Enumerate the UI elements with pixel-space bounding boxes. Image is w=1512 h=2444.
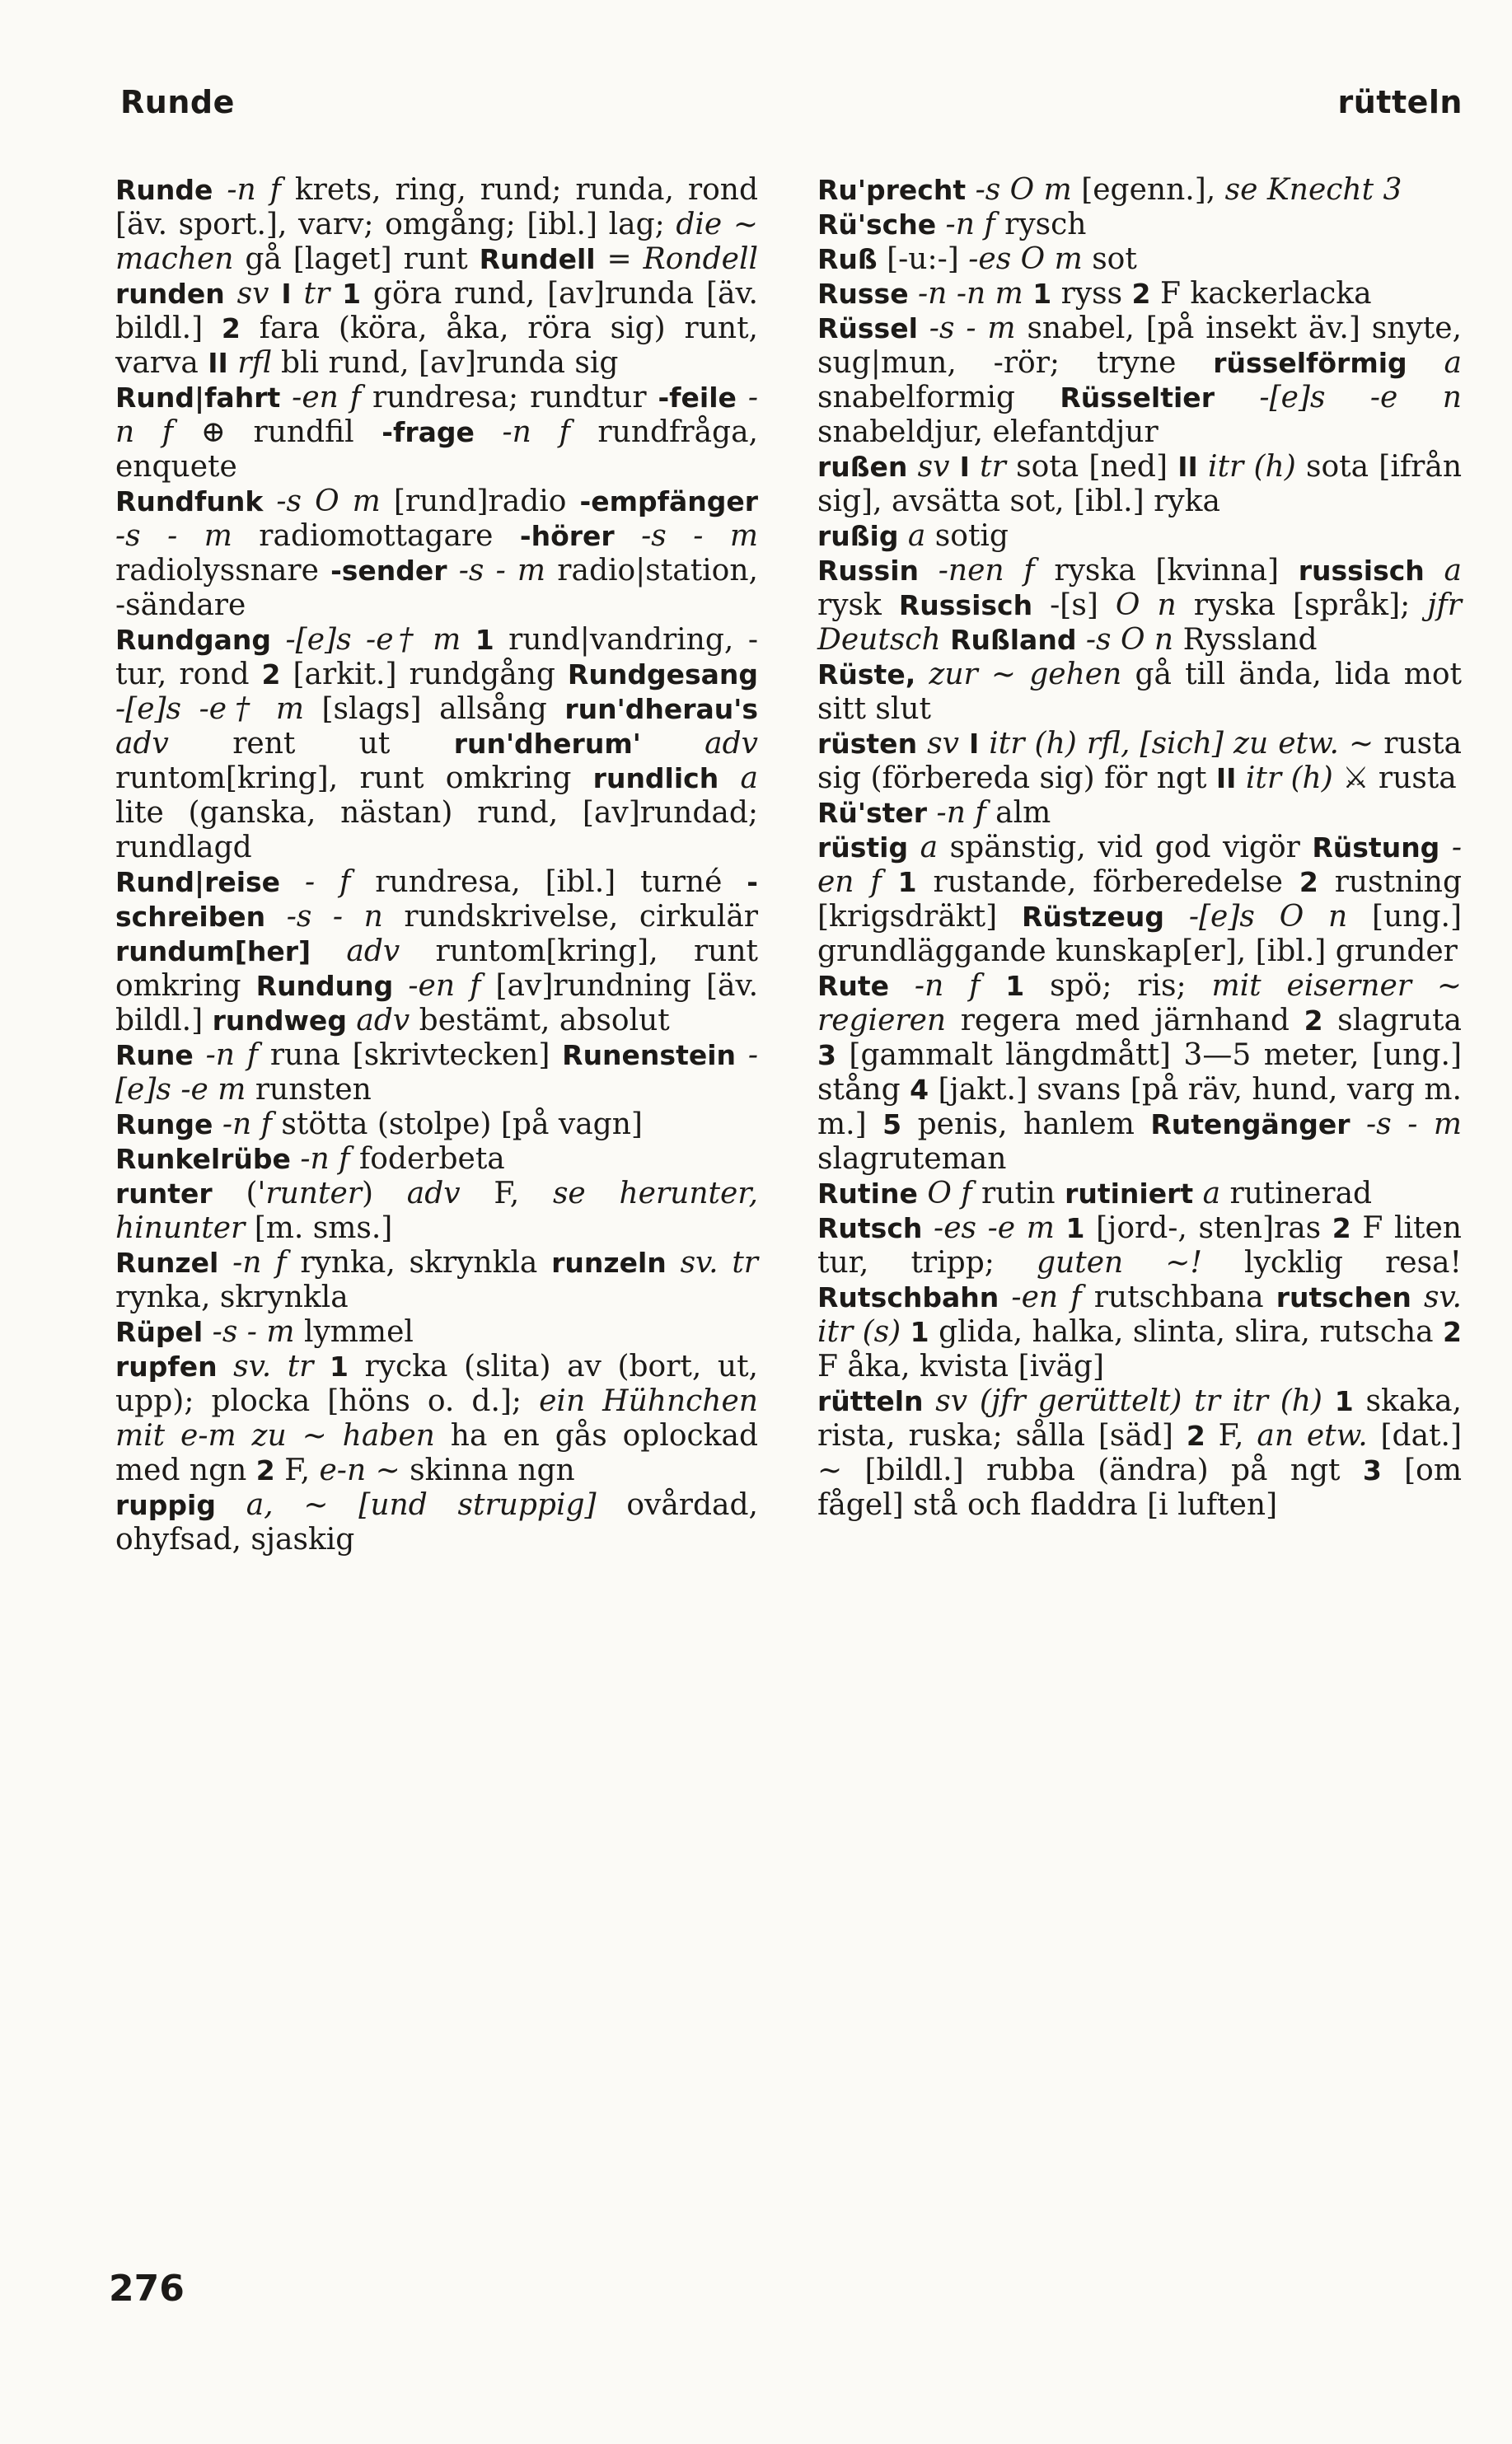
grammar-note: -s - m: [447, 554, 558, 588]
headword: Rund|fahrt: [115, 382, 281, 414]
dictionary-entry: [817, 311, 1462, 450]
grammar-note: a: [898, 519, 935, 553]
headword: -frage: [382, 416, 475, 448]
translation-text: [jord-, sten]ras: [1084, 1211, 1332, 1245]
translation-text: ryska [språk];: [1193, 588, 1428, 622]
headword: runden: [115, 278, 225, 310]
translation-text: runsten: [255, 1073, 372, 1107]
dictionary-entry: [817, 831, 1462, 969]
grammar-note: a: [1424, 554, 1462, 588]
headword: ruppig: [115, 1489, 216, 1521]
grammar-note: -s - n: [265, 900, 405, 934]
translation-text: rundresa, [ibl.] turné: [375, 865, 747, 899]
headword: Ru'precht: [817, 174, 967, 206]
translation-text: radio|station, -sändare: [115, 554, 758, 622]
grammar-note: sv. tr: [217, 1350, 330, 1384]
headword: 2: [1332, 1212, 1351, 1244]
headword: Rundell: [479, 243, 596, 275]
grammar-note: itr (h) rfl, [sich] zu etw. ~: [979, 727, 1374, 761]
dictionary-entry: [817, 796, 1462, 831]
translation-text: rusta sig (förbereda sig) för ngt: [817, 727, 1463, 795]
headword: II: [208, 347, 228, 379]
translation-text: slagruteman: [817, 1142, 1007, 1176]
headword: 1: [897, 866, 917, 898]
grammar-note: sv: [907, 450, 960, 484]
dictionary-entry: [115, 1315, 758, 1350]
headword: 2: [261, 658, 281, 691]
page-header: [120, 84, 1463, 125]
translation-text: spö; ris;: [1024, 969, 1212, 1003]
grammar-note: mit eiserner ~ regieren: [817, 969, 1462, 1037]
grammar-note: sv. tr: [666, 1246, 759, 1280]
grammar-note: -n -n m: [908, 277, 1033, 311]
translation-text: regera med järnhand: [946, 1004, 1304, 1037]
translation-text: F åka, kvista [iväg]: [817, 1350, 1105, 1384]
translation-text: rustande, förberedelse: [916, 865, 1299, 899]
grammar-note: se herunter, hinunter: [115, 1177, 758, 1245]
dictionary-entry: [817, 519, 1462, 554]
translation-text: [slags] allsång: [321, 692, 565, 726]
translation-text: F,: [274, 1454, 320, 1487]
grammar-note: -nen f: [919, 554, 1055, 588]
dictionary-entry: [817, 208, 1462, 242]
dictionary-entry: [115, 1488, 758, 1557]
right-column: [817, 173, 1462, 1523]
translation-text: runtom[kring], runt omkring: [115, 934, 758, 1003]
headword: Runzel: [115, 1247, 219, 1279]
translation-text: skinna ngn: [400, 1454, 575, 1487]
translation-text: rysch: [1004, 208, 1087, 241]
translation-text: ryss: [1051, 277, 1132, 311]
headword: Rutsch: [817, 1212, 923, 1244]
headword: Ruß: [817, 243, 878, 275]
translation-text: lite (ganska, nästan) rund, [av]rundad; rundlagd: [115, 796, 758, 864]
grammar-note: adv: [346, 1004, 419, 1037]
headword: Rüste,: [817, 658, 916, 691]
translation-text: sotig: [934, 519, 1009, 553]
headword: run'dherau's: [564, 693, 758, 725]
translation-text: rycka (slita) av (bort, ut, upp); plocka [höns o. d.];: [115, 1350, 758, 1418]
translation-text: sota [ifrån sig], avsätta sot, [ibl.] ryka: [817, 450, 1463, 518]
grammar-note: -n f: [927, 796, 996, 830]
dictionary-entry: [817, 727, 1462, 796]
headword: Runkelrübe: [115, 1143, 291, 1175]
headword: Rüstung: [1312, 831, 1440, 864]
headword: runter: [115, 1178, 213, 1210]
grammar-note: tr: [969, 450, 1017, 484]
grammar-note: -en f: [817, 831, 1463, 899]
headword: Rüsseltier: [1060, 382, 1215, 414]
translation-text: snabelformig: [817, 381, 1060, 414]
headword: Runde: [115, 174, 213, 206]
grammar-note: -s - m: [203, 1315, 304, 1349]
translation-text: [-u:-]: [877, 242, 969, 276]
headword: 5: [882, 1108, 902, 1140]
headword: 3: [1362, 1454, 1382, 1487]
headword: run'dherum': [453, 728, 641, 760]
headword: I: [959, 451, 970, 483]
headword: rußig: [817, 520, 899, 552]
grammar-note: a, ~ [und struppig]: [215, 1488, 597, 1522]
headword: 1: [1005, 970, 1025, 1002]
grammar-note: -s O n: [1076, 623, 1183, 657]
headword: Rutine: [817, 1178, 918, 1210]
headword: 2: [1304, 1004, 1323, 1037]
grammar-note: a: [719, 761, 758, 795]
translation-text: [gammalt längdmått] 3—5 meter, [ung.] stång: [817, 1038, 1462, 1107]
translation-text: stötta (stolpe) [på vagn]: [281, 1107, 643, 1141]
headword: rutschen: [1276, 1281, 1411, 1313]
headword: Rü'ster: [817, 797, 928, 829]
translation-text: =: [595, 242, 644, 276]
grammar-note: rfl: [227, 346, 272, 380]
translation-text: [egenn.],: [1081, 173, 1225, 207]
grammar-note: -n f: [474, 415, 598, 449]
headword: 1: [910, 1316, 929, 1348]
grammar-note: -n f: [115, 381, 759, 449]
grammar-note: a: [1193, 1177, 1230, 1210]
headword: Russisch: [898, 589, 1033, 621]
headword: 1: [1334, 1385, 1354, 1417]
dictionary-entry: [115, 1177, 758, 1246]
grammar-note: Rondell: [643, 242, 758, 276]
headword: Rü'sche: [817, 208, 937, 241]
grammar-note: die ~ machen: [115, 208, 758, 276]
translation-text: fara (köra, åka, röra sig) runt, varva: [115, 311, 758, 380]
translation-text: rysk: [817, 588, 899, 622]
grammar-note: -n f: [889, 969, 1006, 1003]
translation-text: rundfråga, enquete: [115, 415, 758, 484]
grammar-note: e-n ~: [319, 1454, 400, 1487]
dictionary-entry: [115, 485, 758, 623]
grammar-note: -n f: [213, 173, 295, 207]
grammar-note: -[e]s -e† m: [115, 692, 322, 726]
grammar-note: zur ~ gehen: [915, 658, 1122, 691]
translation-text: skaka, rista, ruska; sålla [säd]: [817, 1384, 1462, 1453]
grammar-note: -en f: [280, 381, 372, 414]
headword: 4: [910, 1074, 929, 1106]
translation-text: rund|vandring, -tur, rond: [115, 623, 758, 691]
translation-text: krets, ring, rund; runda, rond [äv. sport.], varv; omgång; [ibl.] lag;: [115, 173, 758, 241]
translation-text: rynka, skrynkla: [300, 1246, 552, 1280]
grammar-note: sv (jfr gerüttelt) tr itr (h): [923, 1384, 1335, 1418]
translation-text: F,: [1205, 1419, 1257, 1453]
headword: Runenstein: [562, 1039, 737, 1071]
translation-text: penis, hanlem: [901, 1107, 1151, 1141]
grammar-note: sv: [224, 277, 282, 311]
translation-text: gå till ända, lida mot sitt slut: [817, 658, 1462, 726]
translation-text: lymmel: [303, 1315, 414, 1349]
dictionary-entry: [817, 658, 1462, 727]
headword: runzeln: [551, 1247, 667, 1279]
translation-text: [jakt.] svans [på räv, hund, varg m. m.]: [817, 1073, 1462, 1141]
translation-text: [ung.] grundläggande kunskap[er], [ibl.] grunder: [817, 900, 1462, 968]
translation-text: spänstig, vid god vigör: [949, 831, 1313, 864]
grammar-note: tr: [291, 277, 343, 311]
dictionary-entry: [115, 1107, 758, 1142]
dictionary-entry: [817, 554, 1462, 658]
translation-text: göra rund, [av]runda [äv. bildl.]: [115, 277, 759, 345]
translation-text: rundresa; rundtur: [372, 381, 658, 414]
headword: Rüstzeug: [1021, 901, 1165, 933]
translation-text: rent ut: [232, 727, 454, 761]
grammar-note: an etw.: [1257, 1419, 1368, 1453]
translation-text: sot: [1092, 242, 1137, 276]
headword: -hörer: [519, 520, 615, 552]
headword: 3: [817, 1039, 836, 1071]
headword: Rune: [115, 1039, 194, 1071]
headword: Rundung: [255, 970, 394, 1002]
dictionary-entry: [817, 173, 1462, 208]
header-last-word: rütteln: [1337, 84, 1463, 120]
headword: Rute: [817, 970, 890, 1002]
translation-text: ⊕ rundfil: [200, 415, 382, 449]
grammar-note: 'runter: [257, 1177, 362, 1210]
headword: 2: [1299, 866, 1318, 898]
headword: -empfänger: [579, 485, 759, 517]
grammar-note: -n f: [218, 1246, 301, 1280]
grammar-note: -n f: [193, 1038, 270, 1072]
translation-text: ryska [kvinna]: [1054, 554, 1299, 588]
grammar-note: -[e]s -e n: [1214, 381, 1462, 414]
headword: I: [968, 728, 980, 760]
grammar-note: -s - m: [917, 311, 1028, 345]
grammar-note: -en f: [393, 969, 496, 1003]
grammar-note: - f: [280, 865, 376, 899]
dictionary-entry: [115, 1350, 758, 1488]
dictionary-entry: [817, 1384, 1462, 1523]
translation-text: [941, 623, 950, 657]
grammar-note: sv: [917, 727, 969, 761]
headword: 1: [475, 624, 494, 656]
headword: 1: [1065, 1212, 1085, 1244]
grammar-note: -n f: [213, 1107, 282, 1141]
grammar-note: adv: [406, 1177, 461, 1210]
translation-text: glida, halka, slinta, slira, rutscha: [929, 1315, 1444, 1349]
grammar-note: -n f: [290, 1142, 359, 1176]
translation-text: gå [laget] runt: [233, 242, 480, 276]
grammar-note: se Knecht 3: [1224, 173, 1402, 207]
translation-text: snabeldjur, elefantdjur: [817, 415, 1159, 449]
grammar-note: -s - m: [115, 519, 260, 553]
headword: rüsten: [817, 728, 918, 760]
headword: russisch: [1298, 555, 1425, 587]
grammar-note: -s O m: [966, 173, 1082, 207]
headword: Rutschbahn: [817, 1281, 999, 1313]
headword: -feile: [658, 382, 737, 414]
headword: 2: [1131, 278, 1151, 310]
dictionary-entry: [115, 1142, 758, 1177]
translation-text: [m. sms.]: [245, 1211, 393, 1245]
grammar-note: -s O m: [263, 485, 394, 518]
headword: 1: [329, 1351, 349, 1383]
dictionary-entry: [817, 969, 1462, 1177]
translation-text: slagruta: [1322, 1004, 1462, 1037]
translation-text: Ryssland: [1182, 623, 1318, 657]
headword: Rundgang: [115, 624, 272, 656]
translation-text: [av]rundning [äv. bildl.]: [115, 969, 759, 1037]
grammar-note: -n f: [936, 208, 1005, 241]
translation-text: alm: [995, 796, 1051, 830]
headword: rupfen: [115, 1351, 218, 1383]
translation-text: [bildl.] rubba (ändra) på ngt: [842, 1454, 1363, 1487]
headword: -schreiben: [115, 866, 758, 933]
translation-text: F kackerlacka: [1150, 277, 1372, 311]
headword: rüstig: [817, 831, 909, 864]
translation-text: rustning [krigsdräkt]: [817, 865, 1462, 934]
headword: -sender: [330, 555, 447, 587]
headword: 2: [1443, 1316, 1463, 1348]
headword: rütteln: [817, 1385, 924, 1417]
grammar-note: ~: [817, 1454, 843, 1487]
translation-text: F liten tur, tripp;: [817, 1211, 1462, 1280]
grammar-note: -[e]s -e† m: [271, 623, 475, 657]
translation-text: radiolyssnare: [115, 554, 331, 588]
dictionary-entry: [115, 1038, 758, 1107]
headword: rutiniert: [1065, 1178, 1194, 1210]
dictionary-entry: [817, 277, 1462, 311]
headword: 1: [1032, 278, 1052, 310]
translation-text: ovårdad, ohyfsad, sjaskig: [115, 1488, 759, 1557]
translation-text: F,: [460, 1177, 553, 1210]
page-number: 276: [109, 2268, 185, 2310]
headword: Rutengänger: [1150, 1108, 1351, 1140]
translation-text: -[s]: [1032, 588, 1116, 622]
translation-text: rutschbana: [1093, 1281, 1276, 1314]
translation-text: rynka, skrynkla: [115, 1281, 349, 1314]
translation-text: [dat.]: [1367, 1419, 1463, 1453]
grammar-note: guten ~!: [1037, 1246, 1202, 1280]
headword: rußen: [817, 451, 908, 483]
grammar-note: -es O m: [968, 242, 1093, 276]
headword: Rundfunk: [115, 485, 264, 517]
translation-text: foderbeta: [358, 1142, 505, 1176]
grammar-note: ein Hühnchen mit e-m zu ~ haben: [115, 1384, 758, 1453]
translation-text: rundskrivelse, cirkulär: [404, 900, 758, 934]
headword: rundlich: [592, 762, 719, 794]
dictionary-entry: [817, 450, 1462, 519]
headword: Runge: [115, 1108, 213, 1140]
dictionary-entry: [115, 623, 758, 865]
dictionary-entry: [115, 381, 758, 485]
headword: rundweg: [212, 1004, 347, 1037]
headword: II: [1177, 451, 1198, 483]
grammar-note: -[e]s O n: [1164, 900, 1373, 934]
headword: Russin: [817, 555, 919, 587]
dictionary-entry: [115, 1246, 758, 1315]
translation-text: ⚔ rusta: [1342, 761, 1457, 795]
headword: Rundgesang: [567, 658, 758, 691]
grammar-note: itr (h): [1197, 450, 1306, 484]
headword: 2: [221, 312, 241, 344]
translation-text: snabel, [på insekt äv.] snyte, sug|mun, -rör; tryne: [817, 311, 1463, 380]
dictionary-entry: [817, 1211, 1462, 1384]
grammar-note: -en f: [999, 1281, 1094, 1314]
grammar-note: adv: [640, 727, 758, 761]
translation-text: bli rund, [av]runda sig: [271, 346, 619, 380]
grammar-note: -s - m: [614, 519, 758, 553]
translation-text: lycklig resa!: [1201, 1246, 1462, 1280]
headword: II: [1215, 762, 1237, 794]
translation-text: ): [361, 1177, 407, 1210]
grammar-note: a: [908, 831, 950, 864]
headword: Rund|reise: [115, 866, 281, 898]
translation-text: radiomottagare: [259, 519, 520, 553]
headword: 2: [1186, 1420, 1205, 1452]
headword: Rüpel: [115, 1316, 204, 1348]
grammar-note: a: [1407, 346, 1462, 380]
translation-text: rutinerad: [1229, 1177, 1373, 1210]
dictionary-entry: [115, 865, 758, 1038]
header-first-word: Runde: [120, 84, 235, 120]
grammar-note: -[e]s -e m: [115, 1038, 758, 1107]
grammar-note: -s - m: [1350, 1107, 1462, 1141]
translation-text: [rund]radio: [393, 485, 580, 518]
translation-text: runa [skrivtecken]: [269, 1038, 563, 1072]
dictionary-entry: [115, 173, 758, 381]
grammar-note: O n: [1115, 588, 1194, 622]
translation-text: [om fågel] stå och fladdra [i luften]: [817, 1454, 1462, 1522]
dictionary-entry: [817, 242, 1462, 277]
translation-text: rutin: [981, 1177, 1065, 1210]
headword: rundum[her]: [115, 935, 311, 967]
headword: rüsselförmig: [1213, 347, 1407, 379]
translation-text: ha en gås oplockad med ngn: [115, 1419, 758, 1487]
headword: I: [281, 278, 292, 310]
headword: Russe: [817, 278, 909, 310]
headword: 2: [255, 1454, 275, 1487]
left-column: [115, 173, 758, 1557]
headword: Rüssel: [817, 312, 918, 344]
grammar-note: -es -e m: [922, 1211, 1066, 1245]
grammar-note: jfr Deutsch: [817, 588, 1462, 657]
translation-text: [arkit.] rundgång: [280, 658, 568, 691]
dictionary-entry: [817, 1177, 1462, 1211]
translation-text: sota [ned]: [1016, 450, 1178, 484]
grammar-note: adv: [115, 727, 233, 761]
headword: 1: [342, 278, 362, 310]
translation-text: runtom[kring], runt omkring: [115, 761, 593, 795]
grammar-note: O f: [917, 1177, 982, 1210]
translation-text: (: [212, 1177, 258, 1210]
translation-text: bestämt, absolut: [419, 1004, 670, 1037]
grammar-note: sv. itr (s): [817, 1281, 1462, 1349]
grammar-note: itr (h): [1236, 761, 1343, 795]
grammar-note: adv: [311, 934, 436, 968]
headword: Rußland: [950, 624, 1077, 656]
